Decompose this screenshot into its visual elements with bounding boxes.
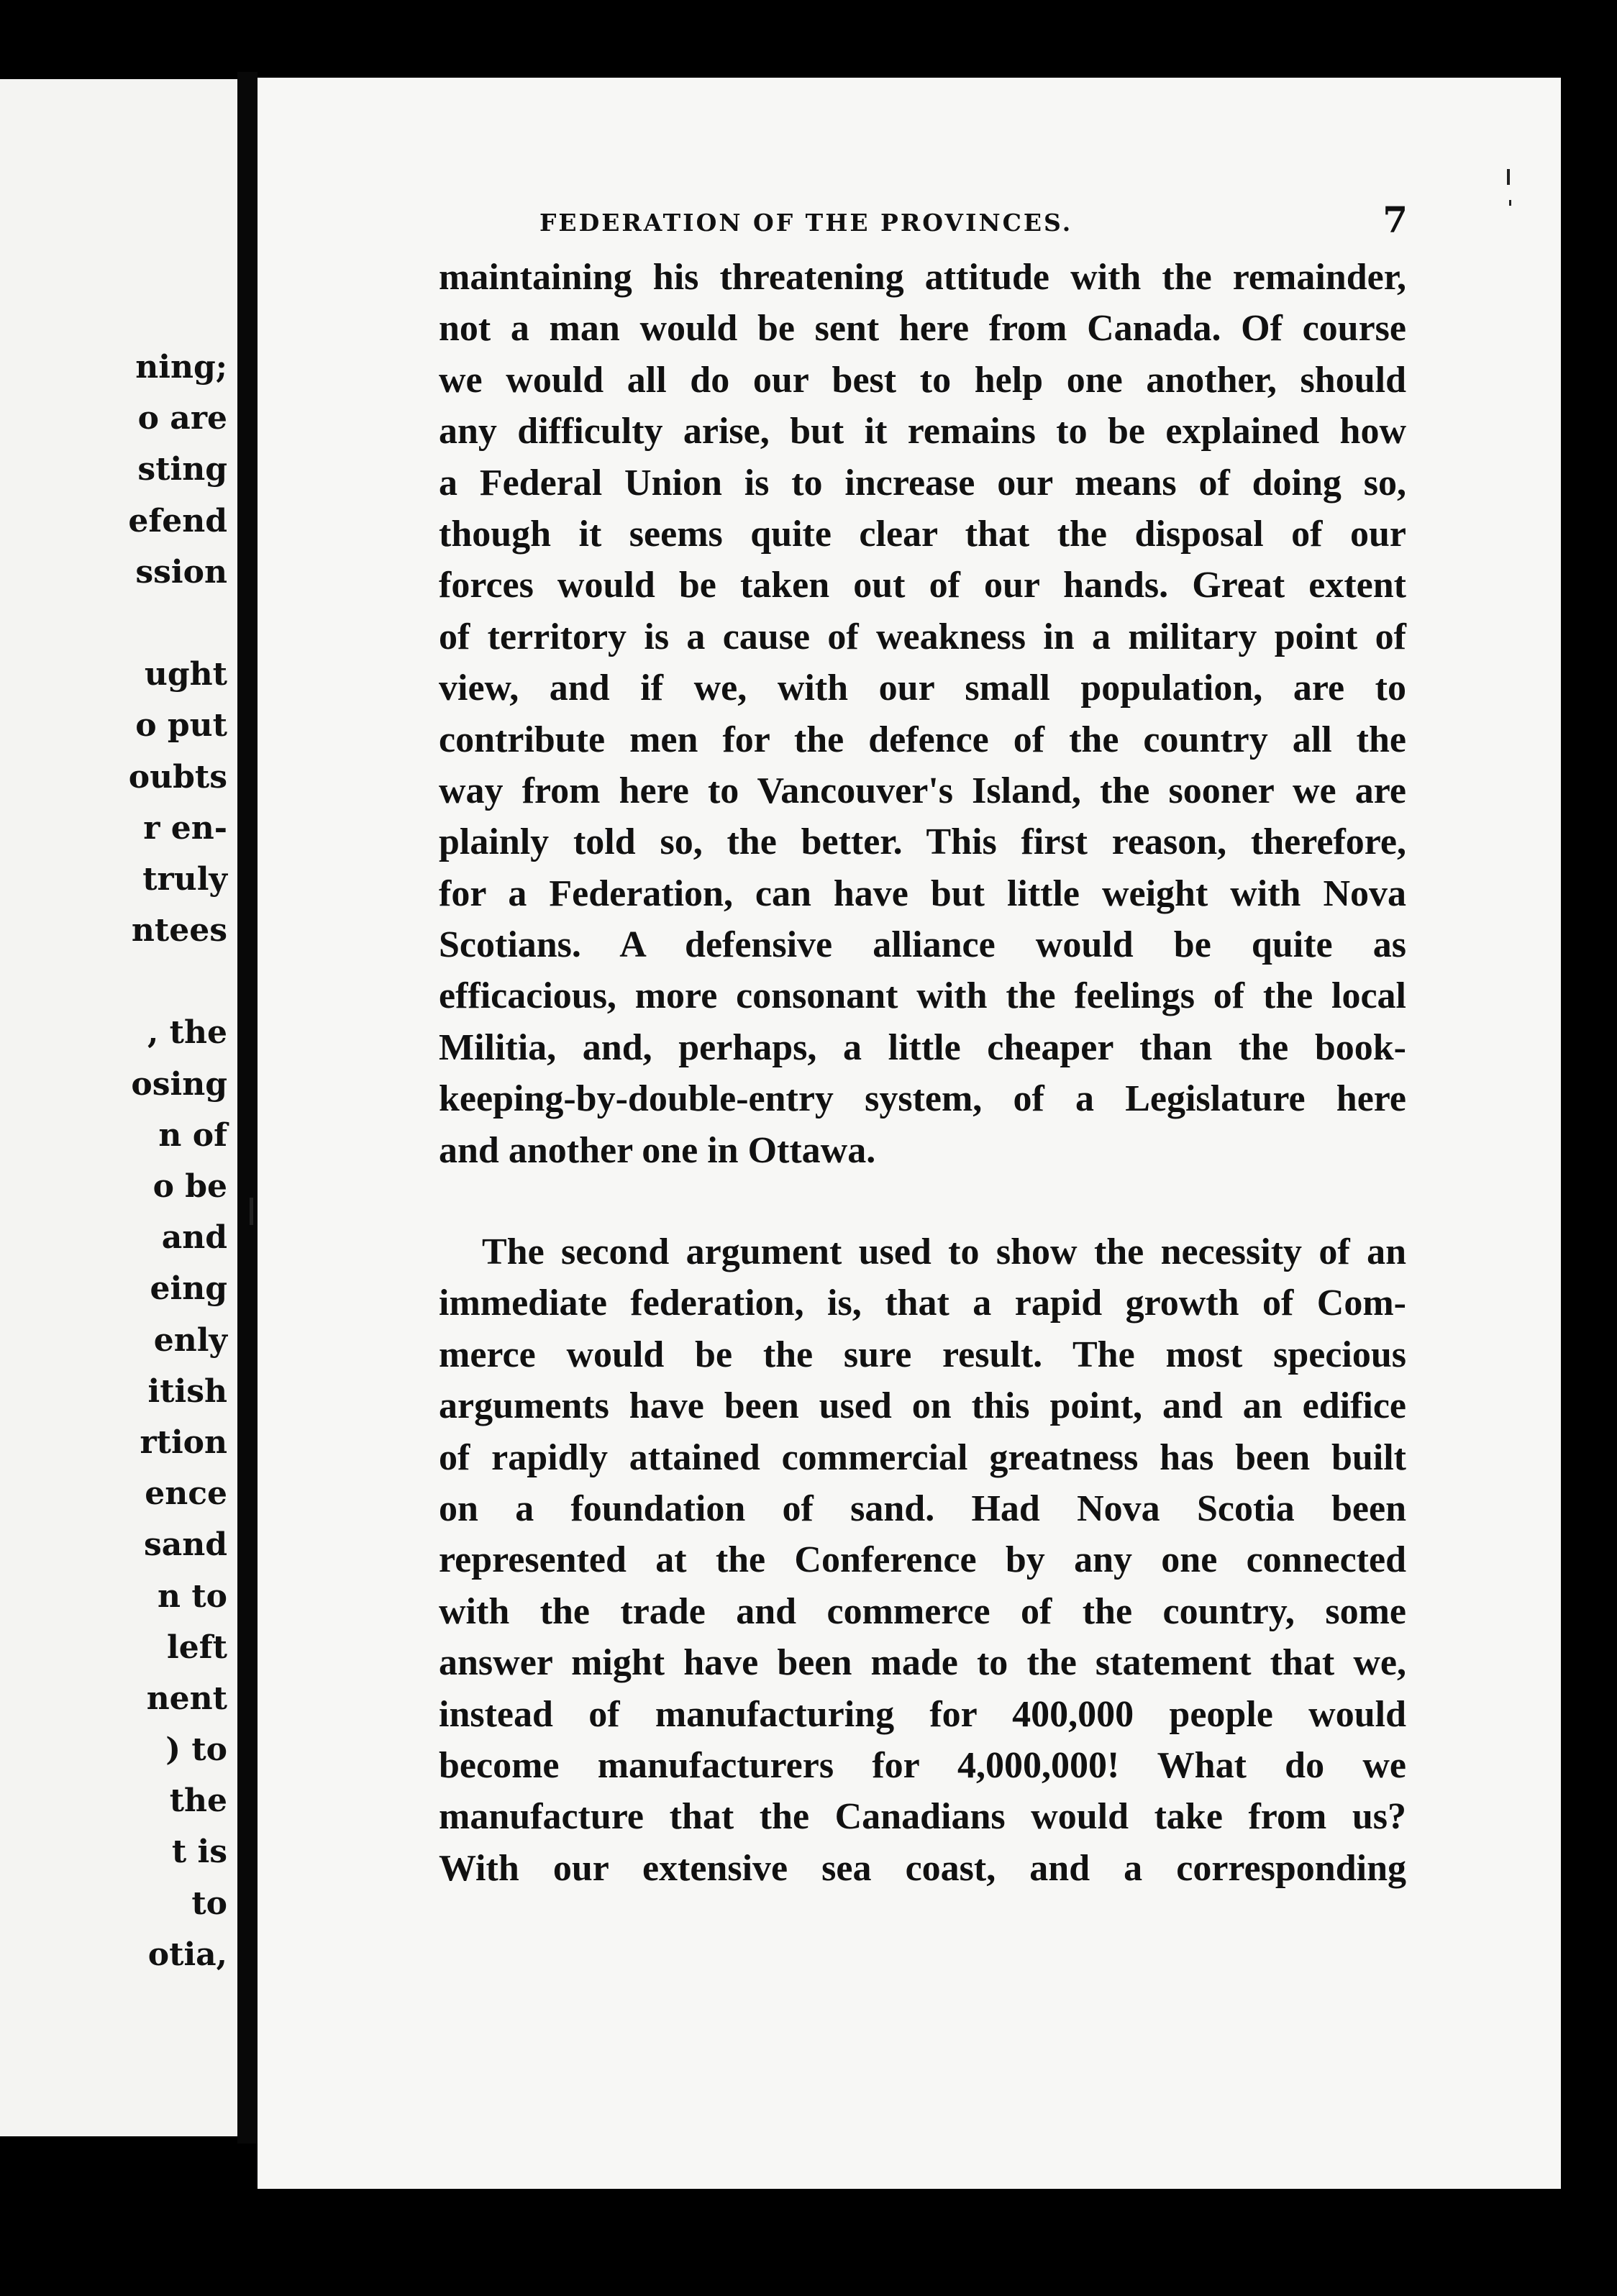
text-line: plainly told so, the better. This first reason, therefore, <box>439 821 1406 863</box>
body-text <box>439 252 1406 1894</box>
left-line: ught <box>144 656 227 693</box>
running-head: FEDERATION OF THE PROVINCES. <box>539 209 1073 237</box>
left-line: otia, <box>147 1936 227 1973</box>
text-line: The second argument used to show the necessity of an <box>482 1231 1406 1273</box>
text-line: efficacious, more consonant with the feelings of the local <box>439 975 1406 1017</box>
text-line: answer might have been made to the statement that we, <box>439 1642 1406 1684</box>
left-line: , the <box>147 1014 227 1052</box>
left-line <box>0 956 227 1007</box>
page-speck <box>250 1198 253 1225</box>
text-line: arguments have been used on this point, and an edifice <box>439 1385 1406 1427</box>
left-line: rtion <box>140 1423 227 1461</box>
left-line: t is <box>171 1833 227 1871</box>
left-line: enly <box>153 1321 227 1359</box>
left-line: osing <box>131 1065 227 1103</box>
text-line: manufacture that the Canadians would take from us? <box>439 1796 1406 1838</box>
text-line: for a Federation, can have but little weight with Nova <box>439 873 1406 914</box>
text-line: merce would be the sure result. The most specious <box>439 1334 1406 1375</box>
left-line: left <box>167 1628 227 1666</box>
text-line: and another one in Ottawa. <box>439 1129 876 1171</box>
text-line: with the trade and commerce of the country, some <box>439 1590 1406 1632</box>
left-line: sand <box>143 1526 227 1564</box>
text-line: of rapidly attained commercial greatness has been built <box>439 1436 1406 1478</box>
page-speck <box>1509 200 1511 206</box>
text-line: immediate federation, is, that a rapid growth of Com- <box>439 1283 1406 1324</box>
book-gutter <box>237 72 258 2144</box>
text-line: any difficulty arise, but it remains to be explained how <box>439 411 1406 452</box>
page-number: 7 <box>1383 199 1408 241</box>
left-line: o be <box>152 1168 227 1205</box>
paragraph-gap <box>439 1176 1406 1226</box>
left-page-text <box>0 342 227 1980</box>
text-line: represented at the Conference by any one connected <box>439 1539 1406 1581</box>
text-line: way from here to Vancouver's Island, the sooner we are <box>439 770 1406 811</box>
text-line: not a man would be sent here from Canada. Of course <box>439 308 1406 350</box>
left-line: itish <box>147 1372 227 1410</box>
left-line: the <box>169 1782 227 1820</box>
left-line: eing <box>150 1270 227 1308</box>
left-line: o are <box>137 400 227 437</box>
text-line: view, and if we, with our small population, are to <box>439 668 1406 709</box>
left-line: ) to <box>165 1731 227 1769</box>
left-line: o put <box>135 707 227 744</box>
left-line: n of <box>158 1116 227 1154</box>
left-line: oubts <box>128 758 227 796</box>
left-line: ning; <box>135 349 227 386</box>
text-line: Scotians. A defensive alliance would be quite as <box>439 924 1406 966</box>
page-header <box>381 201 1421 245</box>
page-speck <box>1507 169 1510 185</box>
left-line: ence <box>145 1475 227 1513</box>
left-line: nent <box>146 1680 227 1717</box>
left-line: and <box>161 1219 227 1257</box>
left-line: n to <box>158 1577 227 1615</box>
text-line: contribute men for the defence of the country all the <box>439 719 1406 760</box>
text-line: on a foundation of sand. Had Nova Scotia been <box>439 1488 1406 1529</box>
left-line: truly <box>142 860 227 898</box>
left-page-fragment <box>0 79 237 2136</box>
left-line: efend <box>128 502 227 539</box>
left-line: ntees <box>131 912 227 949</box>
text-line: though it seems quite clear that the disposal of our <box>439 513 1406 555</box>
paragraph-2 <box>439 1226 1406 1894</box>
text-line: keeping-by-double-entry system, of a Legislature here <box>439 1078 1406 1120</box>
text-line: a Federal Union is to increase our means of doing so, <box>439 462 1406 504</box>
left-line <box>0 598 227 649</box>
left-line: to <box>191 1885 227 1922</box>
text-line: we would all do our best to help one another, should <box>439 359 1406 401</box>
text-line: instead of manufacturing for 400,000 people would <box>439 1693 1406 1735</box>
text-line: of territory is a cause of weakness in a military point of <box>439 616 1406 657</box>
text-line: maintaining his threatening attitude with the remainder, <box>439 257 1406 298</box>
text-line: Militia, and, perhaps, a little cheaper than the book- <box>439 1026 1406 1068</box>
left-line: sting <box>137 451 227 488</box>
text-line: With our extensive sea coast, and a corresponding <box>439 1847 1406 1889</box>
paragraph-1 <box>439 252 1406 1176</box>
text-line: become manufacturers for 4,000,000! What do we <box>439 1744 1406 1786</box>
text-line: forces would be taken out of our hands. Great extent <box>439 565 1406 606</box>
left-line: ssion <box>135 553 227 591</box>
left-line: r en- <box>143 809 227 847</box>
